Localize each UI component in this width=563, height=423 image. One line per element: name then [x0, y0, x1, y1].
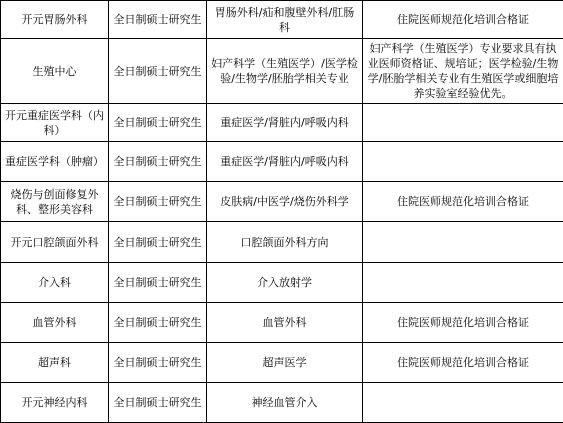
table-row: [1, 104, 563, 142]
requirement-cell: [363, 383, 563, 423]
requirement-cell: 妇产科学（生殖医学）专业要求具有执业医师资格证、规培证；医学检验/生物学/胚胎学相关专业有生殖医学或细胞培养实验室经验优先。: [363, 39, 563, 104]
major-cell: 重症医学/肾脏内/呼吸内科: [207, 142, 363, 182]
requirement-cell: 住院医师规范化培训合格证: [363, 1, 563, 39]
table-row: [1, 263, 563, 303]
major-cell: 神经血管介入: [207, 383, 363, 423]
requirement-cell: [363, 142, 563, 182]
requirement-cell: 住院医师规范化培训合格证: [363, 182, 563, 222]
major-cell: 皮肤病/中医学/烧伤外科学: [207, 182, 363, 222]
major-cell: 口腔颌面外科方向: [207, 222, 363, 263]
degree-cell: 全日制硕士研究生: [109, 1, 207, 39]
dept-cell: 超声科: [1, 343, 109, 383]
table-row: [1, 1, 563, 39]
degree-cell: 全日制硕士研究生: [109, 383, 207, 423]
table-row: [1, 39, 563, 104]
degree-cell: 全日制硕士研究生: [109, 142, 207, 182]
dept-cell: 生殖中心: [1, 39, 109, 104]
degree-cell: 全日制硕士研究生: [109, 303, 207, 343]
degree-cell: 全日制硕士研究生: [109, 182, 207, 222]
dept-cell: 烧伤与创面修复外科、整形美容科: [1, 182, 109, 222]
major-cell: 妇产科学（生殖医学）/医学检验/生物学/胚胎学相关专业: [207, 39, 363, 104]
degree-cell: 全日制硕士研究生: [109, 39, 207, 104]
dept-cell: 重症医学科（肿瘤）: [1, 142, 109, 182]
requirement-cell: [363, 104, 563, 142]
requirement-cell: [363, 222, 563, 263]
major-cell: 重症医学/肾脏内/呼吸内科: [207, 104, 363, 142]
major-cell: 介入放射学: [207, 263, 363, 303]
degree-cell: 全日制硕士研究生: [109, 104, 207, 142]
table-row: [1, 182, 563, 222]
table-row: [1, 222, 563, 263]
requirement-cell: 住院医师规范化培训合格证: [363, 303, 563, 343]
requirement-cell: 住院医师规范化培训合格证: [363, 343, 563, 383]
degree-cell: 全日制硕士研究生: [109, 222, 207, 263]
dept-cell: 血管外科: [1, 303, 109, 343]
dept-cell: 开元胃肠外科: [1, 1, 109, 39]
degree-cell: 全日制硕士研究生: [109, 263, 207, 303]
dept-cell: 开元口腔颌面外科: [1, 222, 109, 263]
table-row: [1, 383, 563, 423]
major-cell: 血管外科: [207, 303, 363, 343]
major-cell: 超声医学: [207, 343, 363, 383]
table-body: [1, 1, 563, 423]
degree-cell: 全日制硕士研究生: [109, 343, 207, 383]
requirement-cell: [363, 263, 563, 303]
dept-cell: 开元重症医学科（内科）: [1, 104, 109, 142]
table-row: [1, 142, 563, 182]
dept-cell: 介入科: [1, 263, 109, 303]
table-row: [1, 303, 563, 343]
dept-cell: 开元神经内科: [1, 383, 109, 423]
major-cell: 胃肠外科/疝和腹壁外科/肛肠科: [207, 1, 363, 39]
table-row: [1, 343, 563, 383]
